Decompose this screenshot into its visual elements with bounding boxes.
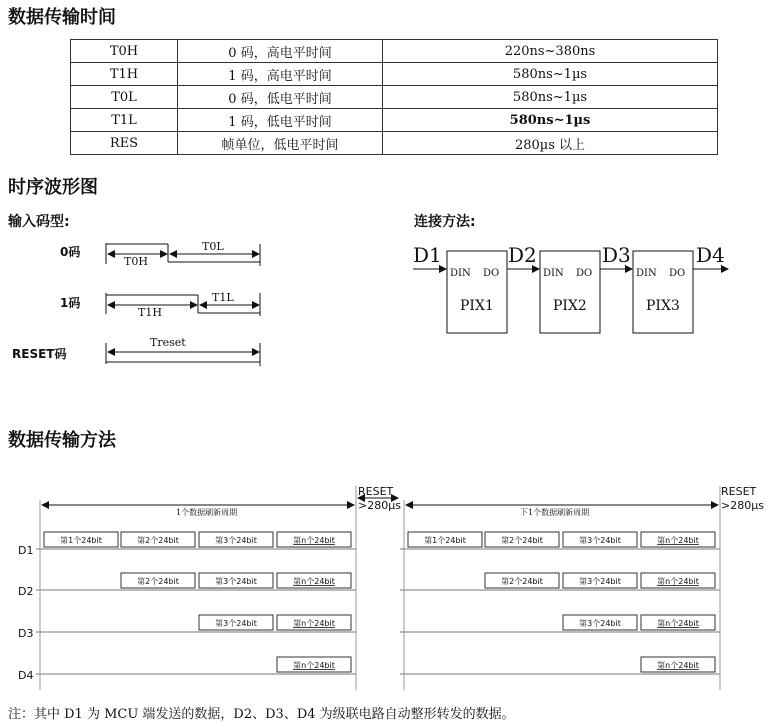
code-label-1: 1码 xyxy=(60,296,81,310)
bit-label-2-1-1: 第1个24bit xyxy=(424,536,466,545)
footnote: 注：其中 D1 为 MCU 端发送的数据，D2、D3、D4 为级联电路自动整形转发的数据。 xyxy=(8,707,515,722)
table-cell-value: 280µs 以上 xyxy=(383,132,718,155)
table-cell-value: 580ns~1µs xyxy=(383,63,718,86)
reset-bottom-1: >280µs xyxy=(358,499,401,512)
table-cell-desc: 0 码，高电平时间 xyxy=(178,40,383,63)
pixel-name-1: PIX1 xyxy=(460,298,494,314)
table-cell-value: 580ns~1µs xyxy=(383,109,718,132)
table-cell-value: 580ns~1µs xyxy=(383,86,718,109)
pixel-do-2: DO xyxy=(576,268,593,279)
transfer-line-label-2: D2 xyxy=(18,585,34,598)
connect-signal-2: D2 xyxy=(508,243,537,267)
reset-bottom-2: >280µs xyxy=(721,499,764,512)
pixel-do-3: DO xyxy=(669,268,686,279)
reset-top-1: RESET xyxy=(358,485,394,498)
pixel-din-3: DIN xyxy=(636,268,657,279)
transfer-line-label-1: D1 xyxy=(18,544,34,557)
table-cell-code: T0H xyxy=(71,40,178,63)
bit-label-2-2-3: 第3个24bit xyxy=(579,577,621,586)
bit-label-1-2-2: 第2个24bit xyxy=(137,577,179,586)
period-2-label: 下1个数据刷新周期 xyxy=(520,508,590,517)
transfer-line-label-3: D3 xyxy=(18,627,34,640)
bit-label-1-3-3: 第3个24bit xyxy=(215,619,257,628)
bit-label-2-2-4: 第n个24bit xyxy=(657,577,699,586)
section-title-waveform: 时序波形图 xyxy=(8,177,98,198)
pixel-name-2: PIX2 xyxy=(553,298,587,314)
code-label-2: RESET码 xyxy=(12,347,67,361)
bit-label-1-2-4: 第n个24bit xyxy=(293,577,335,586)
section-title-transfer-time: 数据传输时间 xyxy=(8,7,116,28)
pixel-din-2: DIN xyxy=(543,268,564,279)
period-1-label: 1个数据刷新周期 xyxy=(176,508,238,517)
bit-label-2-4-4: 第n个24bit xyxy=(657,661,699,670)
pixel-box-3 xyxy=(633,251,693,333)
transfer-line-label-4: D4 xyxy=(18,669,34,682)
bit-label-1-2-3: 第3个24bit xyxy=(215,577,257,586)
table-cell-code: T1L xyxy=(71,109,178,132)
treset-label: Treset xyxy=(150,336,186,349)
connect-title: 连接方法: xyxy=(414,214,476,230)
bit-label-1-1-4: 第n个24bit xyxy=(293,536,335,545)
connect-signal-4: D4 xyxy=(696,243,725,267)
bit-label-1-1-2: 第2个24bit xyxy=(137,536,179,545)
input-code-title: 输入码型: xyxy=(8,214,70,230)
pixel-name-3: PIX3 xyxy=(646,298,680,314)
bit-label-2-3-3: 第3个24bit xyxy=(579,619,621,628)
bit-label-1-1-3: 第3个24bit xyxy=(215,536,257,545)
connect-signal-1: D1 xyxy=(413,243,442,267)
t0h-label: T0H xyxy=(124,255,148,268)
bit-label-1-3-4: 第n个24bit xyxy=(293,619,335,628)
table-cell-desc: 1 码，高电平时间 xyxy=(178,63,383,86)
bit-label-2-1-2: 第2个24bit xyxy=(501,536,543,545)
code-label-0: 0码 xyxy=(60,245,81,259)
bit-label-2-3-4: 第n个24bit xyxy=(657,619,699,628)
section-title-transfer-method: 数据传输方法 xyxy=(8,430,116,451)
bit-label-2-1-4: 第n个24bit xyxy=(657,536,699,545)
reset-top-2: RESET xyxy=(721,485,757,498)
table-cell-desc: 1 码，低电平时间 xyxy=(178,109,383,132)
pixel-box-1 xyxy=(447,251,507,333)
table-cell-desc: 帧单位，低电平时间 xyxy=(178,132,383,155)
t0l-label: T0L xyxy=(202,240,224,253)
table-cell-desc: 0 码，低电平时间 xyxy=(178,86,383,109)
pixel-do-1: DO xyxy=(483,268,500,279)
pixel-din-1: DIN xyxy=(450,268,471,279)
t1h-label: T1H xyxy=(138,306,162,319)
t1l-label: T1L xyxy=(212,291,234,304)
bit-label-2-1-3: 第3个24bit xyxy=(579,536,621,545)
connect-signal-3: D3 xyxy=(602,243,631,267)
table-cell-value: 220ns~380ns xyxy=(383,40,718,63)
table-cell-code: RES xyxy=(71,132,178,155)
bit-label-1-1-1: 第1个24bit xyxy=(60,536,102,545)
bit-label-1-4-4: 第n个24bit xyxy=(293,661,335,670)
table-cell-code: T0L xyxy=(71,86,178,109)
pixel-box-2 xyxy=(540,251,600,333)
bit-label-2-2-2: 第2个24bit xyxy=(501,577,543,586)
table-cell-code: T1H xyxy=(71,63,178,86)
